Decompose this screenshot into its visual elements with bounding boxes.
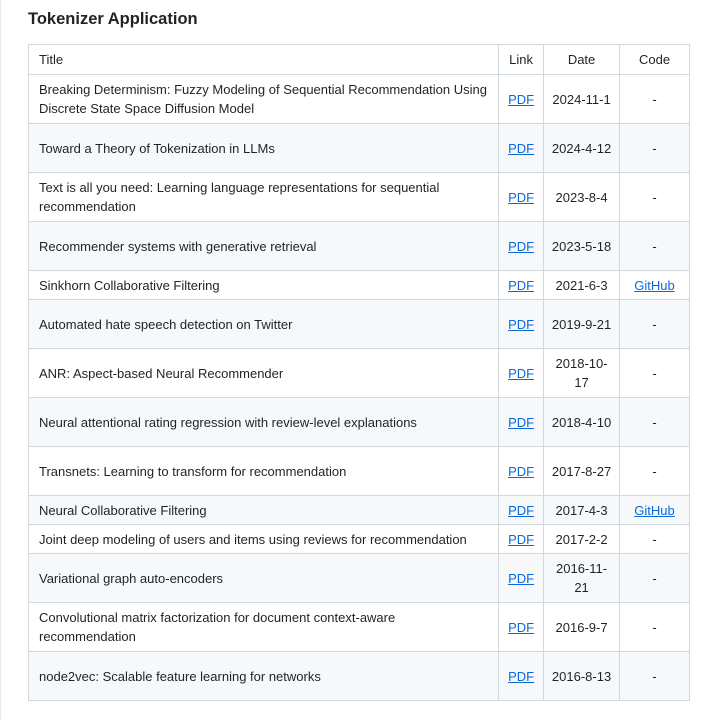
pdf-link[interactable]: PDF bbox=[508, 316, 535, 332]
table-row bbox=[29, 300, 690, 349]
paper-date: 2024-4-12 bbox=[544, 124, 620, 173]
table-row bbox=[29, 271, 690, 300]
content-left-border bbox=[0, 0, 1, 720]
header-code: Code bbox=[620, 45, 690, 75]
code-cell: - bbox=[620, 75, 690, 124]
paper-date: 2017-4-3 bbox=[544, 496, 620, 525]
table-row bbox=[29, 496, 690, 525]
paper-title: Transnets: Learning to transform for recommendation bbox=[29, 447, 499, 496]
pdf-link[interactable]: PDF bbox=[508, 463, 535, 479]
paper-title: Variational graph auto-encoders bbox=[29, 554, 499, 603]
github-link[interactable]: GitHub bbox=[634, 502, 675, 518]
paper-date: 2019-9-21 bbox=[544, 300, 620, 349]
paper-title: Text is all you need: Learning language representations for sequential recommendation bbox=[29, 173, 499, 222]
code-cell: - bbox=[620, 652, 690, 701]
header-title: Title bbox=[29, 45, 499, 75]
pdf-link[interactable]: PDF bbox=[508, 414, 535, 430]
paper-title: node2vec: Scalable feature learning for networks bbox=[29, 652, 499, 701]
code-cell: - bbox=[620, 173, 690, 222]
paper-date: 2024-11-1 bbox=[544, 75, 620, 124]
paper-date: 2021-6-3 bbox=[544, 271, 620, 300]
paper-title: Convolutional matrix factorization for document context-aware recommendation bbox=[29, 603, 499, 652]
paper-date: 2018-10-17 bbox=[544, 349, 620, 398]
table-row bbox=[29, 447, 690, 496]
header-link: Link bbox=[499, 45, 544, 75]
table-row bbox=[29, 398, 690, 447]
pdf-link[interactable]: PDF bbox=[508, 531, 535, 547]
code-cell: - bbox=[620, 554, 690, 603]
paper-date: 2017-2-2 bbox=[544, 525, 620, 554]
table-row bbox=[29, 525, 690, 554]
pdf-link[interactable]: PDF bbox=[508, 238, 535, 254]
pdf-link[interactable]: PDF bbox=[508, 277, 535, 293]
table-row bbox=[29, 75, 690, 124]
code-cell: - bbox=[620, 525, 690, 554]
paper-date: 2017-8-27 bbox=[544, 447, 620, 496]
pdf-link[interactable]: PDF bbox=[508, 502, 535, 518]
papers-table bbox=[28, 44, 690, 701]
paper-date: 2023-5-18 bbox=[544, 222, 620, 271]
table-row bbox=[29, 124, 690, 173]
table-header-row bbox=[29, 45, 690, 75]
header-date: Date bbox=[544, 45, 620, 75]
paper-title: Neural Collaborative Filtering bbox=[29, 496, 499, 525]
code-cell: - bbox=[620, 603, 690, 652]
paper-title: Joint deep modeling of users and items using reviews for recommendation bbox=[29, 525, 499, 554]
pdf-link[interactable]: PDF bbox=[508, 189, 535, 205]
paper-title: Sinkhorn Collaborative Filtering bbox=[29, 271, 499, 300]
paper-title: Neural attentional rating regression with review-level explanations bbox=[29, 398, 499, 447]
paper-date: 2016-9-7 bbox=[544, 603, 620, 652]
table-row bbox=[29, 173, 690, 222]
pdf-link[interactable]: PDF bbox=[508, 570, 535, 586]
pdf-link[interactable]: PDF bbox=[508, 91, 535, 107]
table-row bbox=[29, 554, 690, 603]
pdf-link[interactable]: PDF bbox=[508, 140, 535, 156]
paper-title: Recommender systems with generative retrieval bbox=[29, 222, 499, 271]
pdf-link[interactable]: PDF bbox=[508, 365, 535, 381]
github-link[interactable]: GitHub bbox=[634, 277, 675, 293]
table-row bbox=[29, 603, 690, 652]
table-row bbox=[29, 222, 690, 271]
paper-date: 2016-11-21 bbox=[544, 554, 620, 603]
paper-title: Automated hate speech detection on Twitter bbox=[29, 300, 499, 349]
pdf-link[interactable]: PDF bbox=[508, 619, 535, 635]
code-cell: - bbox=[620, 300, 690, 349]
code-cell: - bbox=[620, 222, 690, 271]
paper-title: Breaking Determinism: Fuzzy Modeling of Sequential Recommendation Using Discrete State Space Diffusion Model bbox=[29, 75, 499, 124]
table-row bbox=[29, 349, 690, 398]
paper-title: ANR: Aspect-based Neural Recommender bbox=[29, 349, 499, 398]
paper-date: 2023-8-4 bbox=[544, 173, 620, 222]
section-title: Tokenizer Application bbox=[28, 10, 198, 28]
paper-title: Toward a Theory of Tokenization in LLMs bbox=[29, 124, 499, 173]
code-cell: - bbox=[620, 447, 690, 496]
paper-date: 2018-4-10 bbox=[544, 398, 620, 447]
table-row bbox=[29, 652, 690, 701]
code-cell: - bbox=[620, 349, 690, 398]
code-cell: - bbox=[620, 398, 690, 447]
paper-date: 2016-8-13 bbox=[544, 652, 620, 701]
pdf-link[interactable]: PDF bbox=[508, 668, 535, 684]
code-cell: - bbox=[620, 124, 690, 173]
